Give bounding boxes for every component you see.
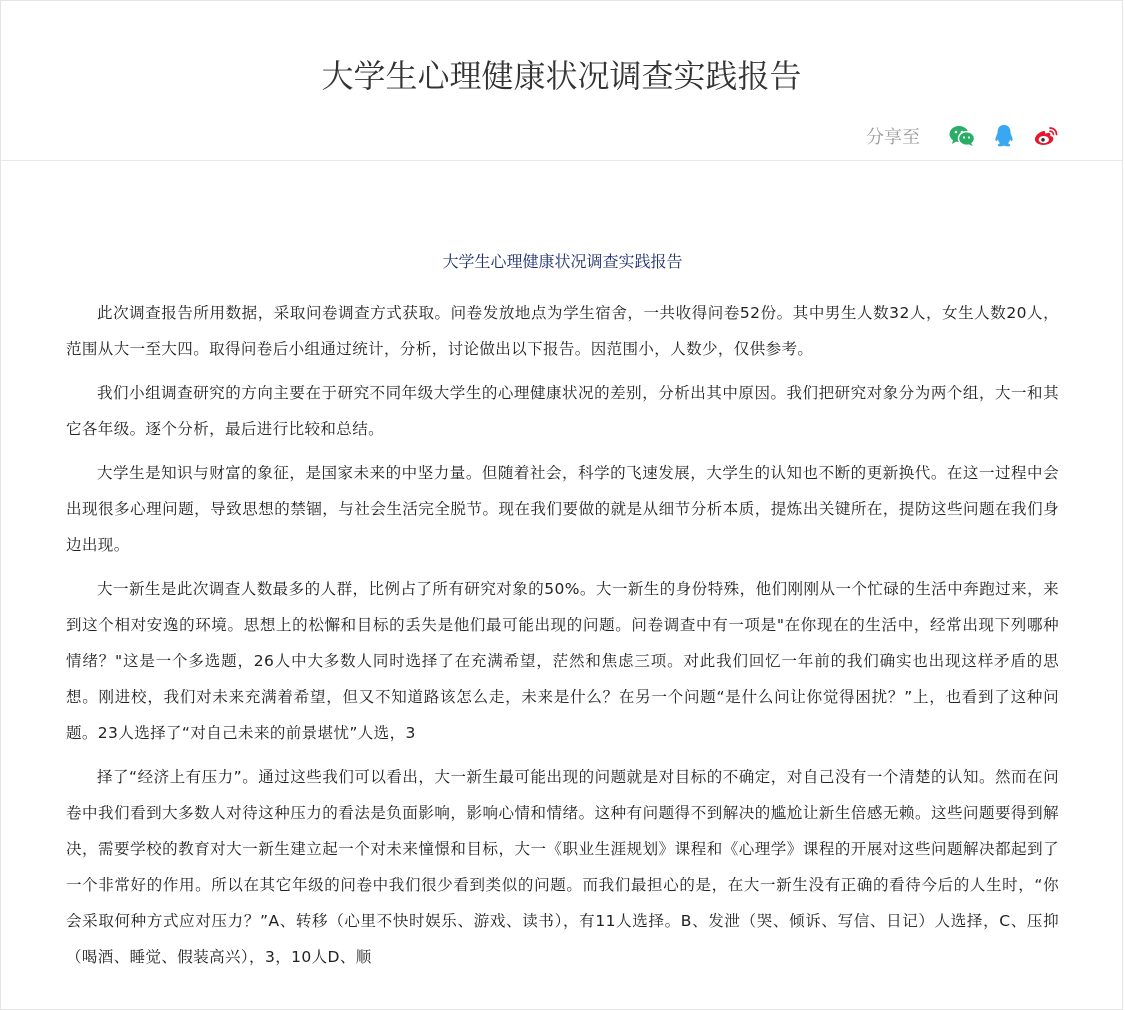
article-header <box>1 1 1122 161</box>
paragraph-4: 大一新生是此次调查人数最多的人群，比例占了所有研究对象的50%。大一新生的身份特殊，他们刚刚从一个忙碌的生活中奔跑过来，来到这个相对安逸的环境。思想上的松懈和目标的丢失是他们最可能出现的问题。问卷调查中有一项是"在你现在的生活中，经常出现下列哪种情绪？"这是一个多选题，26人中大多数人同时选择了在充满希望，茫然和焦虑三项。对此我们回忆一年前的我们确实也出现这样矛盾的思想。刚进校，我们对未来充满着希望，但又不知道路该怎么走，未来是什么？在另一个问题“是什么问让你觉得困扰？”上，也看到了这种问题。23人选择了“对自己未来的前景堪忧”人选，3 <box>66 580 1059 742</box>
page-title: 大学生心理健康状况调查实践报告 <box>321 57 802 95</box>
weibo-icon[interactable] <box>1032 122 1060 150</box>
paragraph-5: 择了“经济上有压力”。通过这些我们可以看出，大一新生最可能出现的问题就是对目标的不确定，对自己没有一个清楚的认知。然而在问卷中我们看到大多数人对待这种压力的看法是负面影响，影响心情和情绪。这种有问题得不到解决的尴尬让新生倍感无赖。这些问题要得到解决，需要学校的教育对大一新生建立起一个对未来憧憬和目标，大一《职业生涯规划》课程和《心理学》课程的开展对这些问题解决都起到了一个非常好的作用。所以在其它年级的问卷中我们很少看到类似的问题。而我们最担心的是，在大一新生没有正确的看待今后的人生时，“你会采取何种方式应对压力？”A、转移（心里不快时娱乐、游戏、读书），有11人选择。B、发泄（哭、倾诉、写信、日记）人选择，C、压抑（喝酒、睡觉、假装高兴），3，10人D、顺 <box>66 768 1059 966</box>
share-label: 分享至 <box>866 127 920 148</box>
paragraph-3: 大学生是知识与财富的象征，是国家未来的中坚力量。但随着社会，科学的飞速发展，大学生的认知也不断的更新换代。在这一过程中会出现很多心理问题，导致思想的禁锢，与社会生活完全脱节。现在我们要做的就是从细节分析本质，提炼出关键所在，提防这些问题在我们身边出现。 <box>66 464 1059 554</box>
paragraph-2: 我们小组调查研究的方向主要在于研究不同年级大学生的心理健康状况的差别，分析出其中原因。我们把研究对象分为两个组，大一和其它各年级。逐个分析，最后进行比较和总结。 <box>66 384 1059 438</box>
document-heading: 大学生心理健康状况调查实践报告 <box>442 252 683 271</box>
paragraph-1: 此次调查报告所用数据，采取问卷调查方式获取。问卷发放地点为学生宿舍，一共收得问卷52份。其中男生人数32人，女生人数20人，范围从大一至大四。取得问卷后小组通过统计，分析，讨论做出以下报告。因范围小，人数少，仅供参考。 <box>66 304 1059 358</box>
share-bar <box>866 121 1060 151</box>
wechat-icon[interactable] <box>948 122 976 150</box>
article-body <box>1 161 1122 975</box>
qq-icon[interactable] <box>990 122 1018 150</box>
